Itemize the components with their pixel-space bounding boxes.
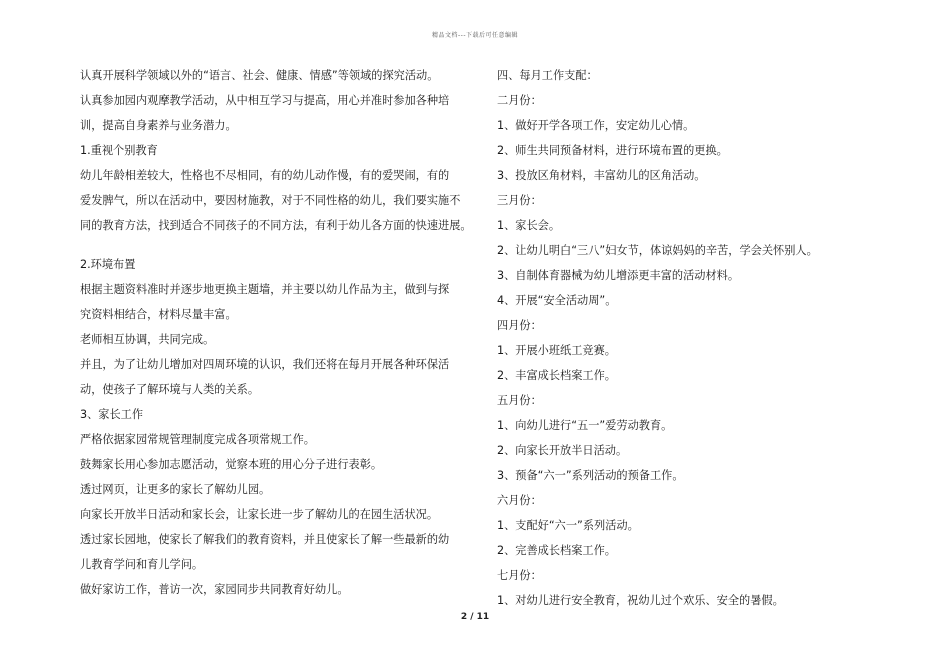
page-header: 精品文档---下载后可任意编辑 [432, 32, 518, 39]
paragraph-line: 认真参加园内观摩教学活动，从中相互学习与提高，用心并准时参加各种培 [80, 94, 450, 107]
month-heading: 二月份： [497, 94, 542, 107]
paragraph-line: 透过网页，让更多的家长了解幼儿园。 [80, 483, 271, 496]
list-item: 2、向家长开放半日活动。 [497, 444, 628, 457]
page-separator: / [470, 612, 474, 622]
list-item: 1、家长会。 [497, 219, 561, 232]
list-item: 1、做好开学各项工作，安定幼儿心情。 [497, 119, 695, 132]
paragraph-line: 认真开展科学领域以外的“语言、社会、健康、情感”等领域的探究活动。 [80, 69, 439, 82]
list-item: 1、支配好“六一”系列活动。 [497, 519, 639, 532]
page-total: 11 [476, 612, 490, 622]
list-item: 2、完善成长档案工作。 [497, 544, 616, 557]
list-item: 3、自制体育器械为幼儿增添更丰富的活动材料。 [497, 269, 740, 282]
month-heading: 三月份： [497, 194, 542, 207]
list-item: 2、让幼儿明白“三八”妇女节，体谅妈妈的辛苦，学会关怀别人。 [497, 244, 818, 257]
page-current: 2 [460, 612, 468, 622]
section-heading: 四、每月工作支配： [497, 69, 598, 82]
paragraph-line: 同的教育方法，找到适合不同孩子的不同方法，有利于幼儿各方面的快速进展。 [80, 219, 472, 232]
list-item: 2、师生共同预备材料，进行环境布置的更换。 [497, 144, 728, 157]
paragraph-line: 根据主题资料准时并逐步地更换主题墙，并主要以幼儿作品为主，做到与探 [80, 283, 450, 296]
left-column [80, 63, 472, 602]
paragraph-line: 动，使孩子了解环境与人类的关系。 [80, 383, 260, 396]
month-heading: 七月份： [497, 569, 542, 582]
section-heading: 2.环境布置 [80, 258, 136, 271]
paragraph-line: 究资料相结合，材料尽量丰富。 [80, 308, 237, 321]
paragraph-line: 老师相互协调，共同完成。 [80, 333, 215, 346]
section-heading: 3、家长工作 [80, 408, 144, 421]
paragraph-line: 并且，为了让幼儿增加对四周环境的认识，我们还将在每月开展各种环保活 [80, 358, 450, 371]
paragraph-line: 儿教育学问和育儿学问。 [80, 558, 204, 571]
month-heading: 四月份： [497, 319, 542, 332]
month-heading: 五月份： [497, 394, 542, 407]
list-item: 2、丰富成长档案工作。 [497, 369, 616, 382]
paragraph-line: 爱发脾气，所以在活动中，要因材施教，对于不同性格的幼儿，我们要实施不 [80, 194, 461, 207]
page-number [0, 612, 950, 622]
list-item: 1、向幼儿进行“五一”爱劳动教育。 [497, 419, 673, 432]
list-item: 3、预备“六一”系列活动的预备工作。 [497, 469, 684, 482]
list-item: 3、投放区角材料，丰富幼儿的区角活动。 [497, 169, 706, 182]
spacer [80, 238, 472, 252]
section-heading: 1.重视个别教育 [80, 144, 158, 157]
paragraph-line: 透过家长园地，使家长了解我们的教育资料，并且使家长了解一些最新的幼 [80, 533, 450, 546]
paragraph-line: 幼儿年龄相差较大，性格也不尽相同，有的幼儿动作慢，有的爱哭闹，有的 [80, 169, 450, 182]
paragraph-line: 严格依据家园常规管理制度完成各项常规工作。 [80, 433, 315, 446]
list-item: 1、开展小班纸工竞赛。 [497, 344, 616, 357]
right-column [497, 63, 907, 613]
paragraph-line: 训，提高自身素养与业务潜力。 [80, 119, 237, 132]
paragraph-line: 鼓舞家长用心参加志愿活动，觉察本班的用心分子进行表彰。 [80, 458, 383, 471]
month-heading: 六月份： [497, 494, 542, 507]
paragraph-line: 做好家访工作，普访一次，家园同步共同教育好幼儿。 [80, 583, 349, 596]
list-item: 4、开展“安全活动周”。 [497, 294, 617, 307]
list-item: 1、对幼儿进行安全教育，祝幼儿过个欢乐、安全的暑假。 [497, 594, 784, 607]
paragraph-line: 向家长开放半日活动和家长会，让家长进一步了解幼儿的在园生活状况。 [80, 508, 439, 521]
